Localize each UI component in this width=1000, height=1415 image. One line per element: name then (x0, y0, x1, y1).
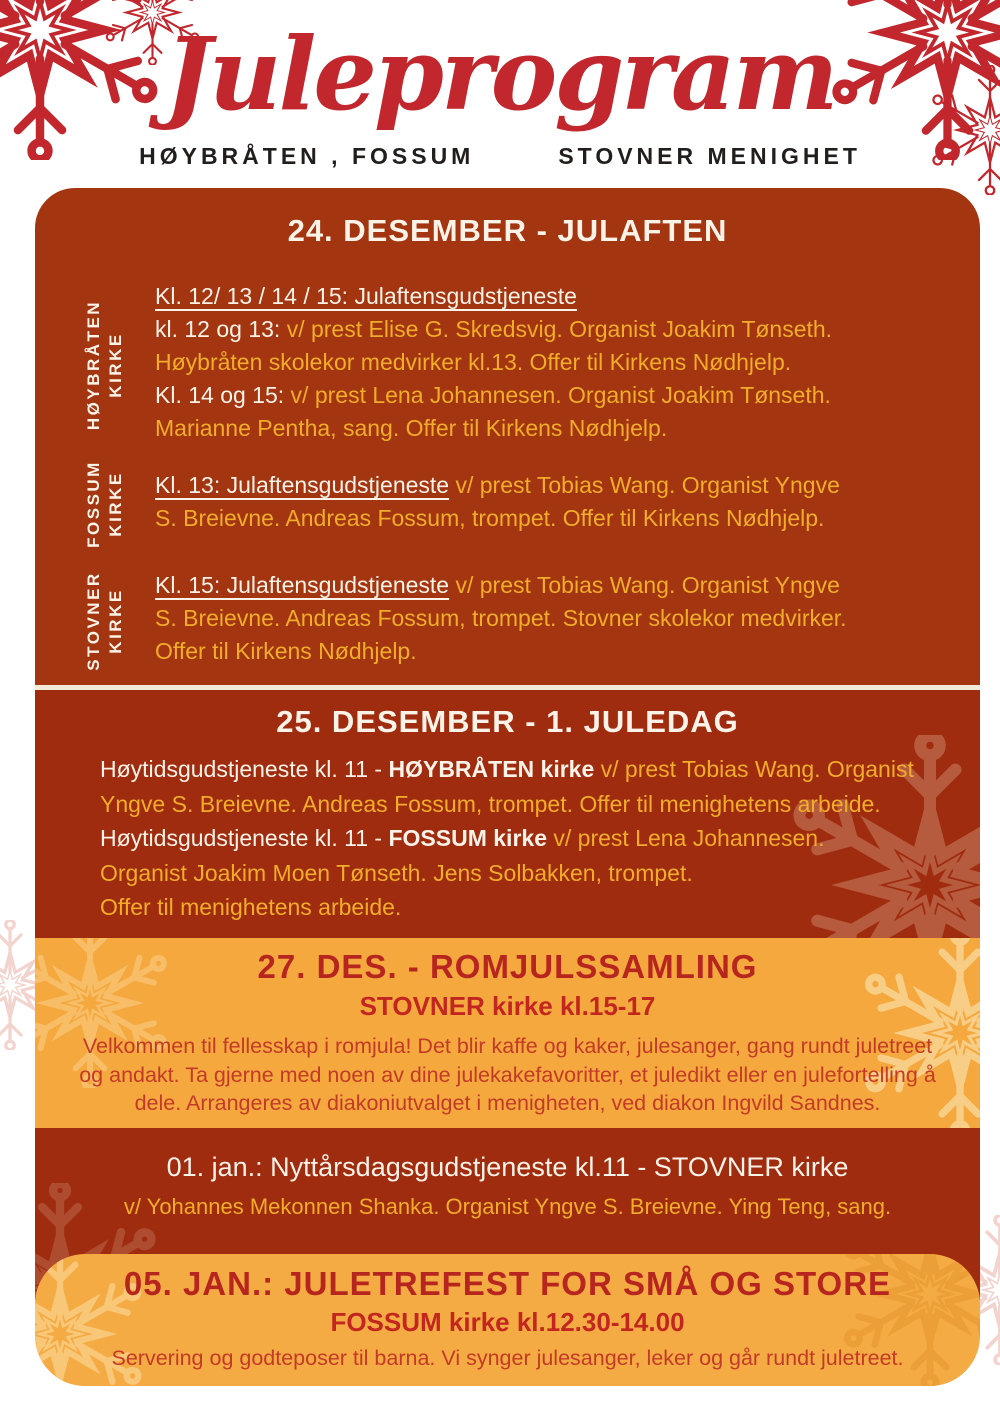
poster-title: Juleprogram (164, 15, 836, 133)
text-segment: S. Breievne. Andreas Fossum, trompet. Stovner skolekor medvirker. (155, 605, 847, 631)
text-segment: v/ prest Elise G. Skredsvig. Organist Joakim Tønseth. (286, 316, 833, 342)
section-romjulssamling (35, 938, 980, 1128)
program-line (155, 379, 832, 412)
text-segment: Organist Joakim Moen Tønseth. Jens Solbakken, trompet. (100, 859, 693, 886)
text-segment: Høytidsgudstjeneste kl. 11 - (100, 756, 389, 782)
venue-name: FOSSUM (84, 460, 103, 548)
text-segment: Kl. 15: Julaftensgudstjeneste (155, 572, 450, 598)
venue-kirke: KIRKE (106, 588, 125, 654)
program-line (155, 602, 847, 635)
venue-name: STOVNER (84, 571, 103, 671)
text-segment: Marianne Pentha, sang. Offer til Kirkens Nødhjelp. (155, 415, 668, 441)
program-line (100, 821, 914, 856)
subtitle-part-2: STOVNER MENIGHET (558, 143, 861, 169)
romjulssamling-description (35, 1032, 980, 1118)
program-block-juledag (100, 752, 914, 925)
text-segment: Høybråten skolekor medvirker kl.13. Offer til Kirkens Nødhjelp. (155, 349, 792, 375)
description-line: dele. Arrangeres av diakoniutvalget i menigheten, ved diakon Ingvild Sandnes. (134, 1091, 881, 1115)
text-segment: Høytidsgudstjeneste kl. 11 - (100, 825, 389, 851)
nyttaarsdag-heading: 01. jan.: Nyttårsdagsgudstjeneste kl.11 - STOVNER kirke (166, 1152, 849, 1182)
program-line (155, 569, 847, 602)
text-segment: kl. 12 og 13: (155, 316, 287, 342)
romjulssamling-venue-time: STOVNER kirke kl.15-17 (359, 991, 656, 1021)
text-segment: Kl. 14 og 15: (155, 382, 291, 408)
program-line (155, 346, 832, 379)
section-juledag-heading: 25. DESEMBER - 1. JULEDAG (276, 704, 739, 739)
program-block-stovner (155, 569, 847, 668)
program-line (155, 635, 847, 668)
description-line: Velkommen til fellesskap i romjula! Det blir kaffe og kaker, julesanger, gang rundt juletreet (82, 1034, 933, 1058)
juletrefest-description: Servering og godteposer til barna. Vi synger julesanger, leker og går rundt juletreet. (111, 1346, 904, 1370)
program-line (155, 313, 832, 346)
program-line (155, 412, 832, 445)
text-segment: S. Breievne. Andreas Fossum, trompet. Offer til Kirkens Nødhjelp. (155, 505, 825, 531)
text-segment: FOSSUM kirke (388, 825, 547, 851)
text-segment: Yngve S. Breievne. Andreas Fossum, trompet. Offer til menighetens arbeide. (100, 790, 881, 817)
text-segment: v/ prest Lena Johannesen. Organist Joakim Tønseth. (290, 382, 831, 408)
text-segment: v/ prest Tobias Wang. Organist Yngve (449, 472, 840, 498)
text-segment: v/ prest Lena Johannesen. (546, 825, 825, 851)
program-line (100, 890, 914, 925)
section-juletrefest (35, 1254, 980, 1386)
venue-kirke: KIRKE (106, 471, 125, 537)
text-segment: HØYBRÅTEN kirke (388, 756, 595, 782)
description-line: og andakt. Ta gjerne med noen av dine julekakefavoritter, et juledikt eller en julefortelling å (79, 1062, 936, 1087)
poster-subtitle (0, 143, 1000, 170)
section-julaften (35, 188, 980, 685)
program-line (100, 787, 914, 822)
program-line (155, 502, 840, 535)
program-line (100, 752, 914, 787)
romjulssamling-heading: 27. DES. - ROMJULSSAMLING (257, 948, 758, 985)
program-line (155, 469, 840, 502)
section-julaften-heading: 24. DESEMBER - JULAFTEN (287, 213, 728, 248)
text-segment: v/ prest Tobias Wang. Organist (594, 756, 914, 782)
venue-name: HØYBRÅTEN (84, 299, 103, 431)
program-line (155, 280, 832, 313)
program-block-hoybraten (155, 280, 832, 445)
venue-kirke: KIRKE (106, 332, 125, 398)
subtitle-part-1: HØYBRÅTEN , FOSSUM (139, 143, 475, 169)
section-juledag (35, 690, 980, 938)
juletrefest-heading: 05. JAN.: JULETREFEST FOR SMÅ OG STORE (123, 1265, 892, 1302)
venue-label-stovner-kirke (83, 531, 127, 685)
text-segment: Kl. 12/ 13 / 14 / 15: Julaftensgudstjeneste (155, 283, 577, 309)
text-segment: Offer til Kirkens Nødhjelp. (155, 638, 417, 664)
program-block-fossum (155, 469, 840, 535)
nyttaarsdag-details: v/ Yohannes Mekonnen Shanka. Organist Yngve S. Breievne. Ying Teng, sang. (123, 1194, 892, 1219)
text-segment: Kl. 13: Julaftensgudstjeneste (155, 472, 450, 498)
program-line (100, 856, 914, 891)
text-segment: v/ prest Tobias Wang. Organist Yngve (449, 572, 840, 598)
text-segment: Offer til menighetens arbeide. (100, 894, 402, 920)
juletrefest-venue-time: FOSSUM kirke kl.12.30-14.00 (330, 1307, 685, 1337)
